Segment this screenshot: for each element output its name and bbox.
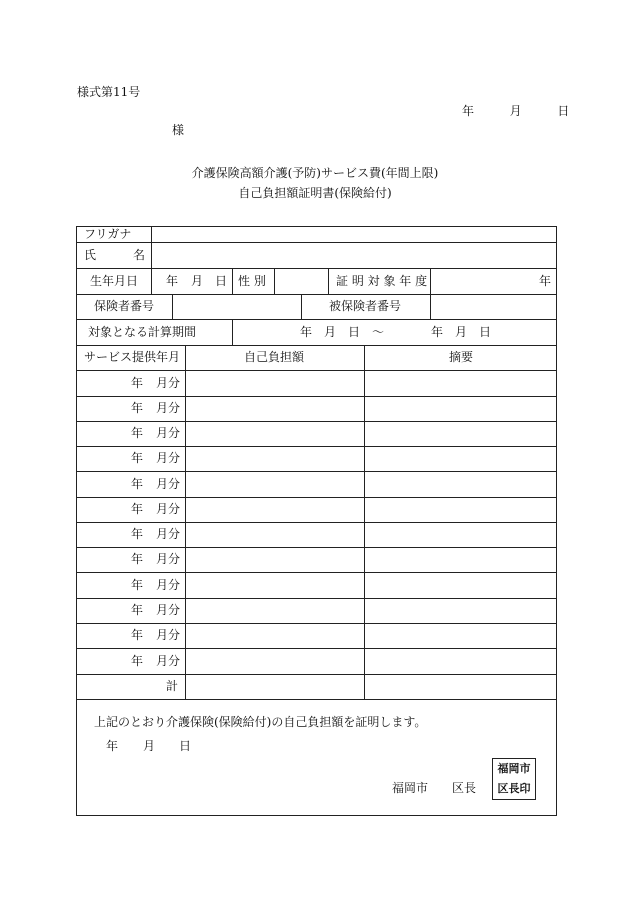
rule-v-gender2 xyxy=(328,268,329,294)
rule-row xyxy=(76,421,557,422)
rule-v-birth xyxy=(151,268,152,294)
issue-date xyxy=(462,105,569,117)
header-remarks: 摘要 xyxy=(449,350,474,364)
cert-date-day: 日 xyxy=(179,739,192,753)
period-to: 年 月 日 xyxy=(431,325,492,339)
row-month: 月分 xyxy=(156,552,181,566)
row-year: 年 xyxy=(131,628,144,642)
row-month: 月分 xyxy=(156,578,181,592)
city-name: 福岡市 xyxy=(392,781,429,795)
label-birth-month: 月 xyxy=(191,274,204,288)
rule-row xyxy=(76,497,557,498)
official-seal xyxy=(492,758,536,800)
issue-date-year: 年 xyxy=(462,104,475,118)
label-birth-year: 年 xyxy=(166,274,179,288)
rule-total xyxy=(76,699,557,700)
row-month: 月分 xyxy=(156,401,181,415)
rule-row xyxy=(76,396,557,397)
label-gender: 性 別 xyxy=(238,274,266,288)
seal-line2: 区長印 xyxy=(497,782,531,795)
rule-name xyxy=(76,268,557,269)
row-year: 年 xyxy=(131,578,144,592)
label-furigana: フリガナ xyxy=(84,227,132,241)
rule-v-insured xyxy=(301,294,302,319)
document-title-line1: 介護保険高額介護(予防)サービス費(年間上限) xyxy=(191,166,439,180)
label-target-fiscal-year: 証 明 対 象 年 度 xyxy=(336,274,428,288)
row-month: 月分 xyxy=(156,426,181,440)
rule-v-amount xyxy=(185,345,186,699)
rule-v-remarks xyxy=(364,345,365,699)
label-name-1: 氏 xyxy=(84,248,97,262)
rule-furigana xyxy=(76,242,557,243)
period-from: 年 月 日 ～ xyxy=(300,325,385,339)
rule-row xyxy=(76,623,557,624)
form-number: 様式第11号 xyxy=(77,85,141,99)
rule-header xyxy=(76,370,557,371)
rule-numbers xyxy=(76,319,557,320)
rule-row xyxy=(76,648,557,649)
rule-row xyxy=(76,547,557,548)
row-month: 月分 xyxy=(156,502,181,516)
row-year: 年 xyxy=(131,477,144,491)
row-month: 月分 xyxy=(156,628,181,642)
rule-row xyxy=(76,598,557,599)
rule-birth xyxy=(76,294,557,295)
row-year: 年 xyxy=(131,451,144,465)
document-title-line2: 自己負担額証明書(保険給付) xyxy=(238,186,392,200)
row-year: 年 xyxy=(131,426,144,440)
rule-row xyxy=(76,572,557,573)
row-month: 月分 xyxy=(156,477,181,491)
row-month: 月分 xyxy=(156,654,181,668)
label-calc-period: 対象となる計算期間 xyxy=(88,325,197,339)
cert-date-year: 年 xyxy=(106,739,119,753)
rule-v-period xyxy=(232,319,233,345)
label-birthdate: 生年月日 xyxy=(90,274,139,288)
addressee-suffix: 様 xyxy=(172,123,185,137)
ward-chief: 区長 xyxy=(452,781,477,795)
seal-line1: 福岡市 xyxy=(497,762,531,775)
rule-row xyxy=(76,674,557,675)
row-year: 年 xyxy=(131,527,144,541)
row-month: 月分 xyxy=(156,376,181,390)
issue-date-day: 日 xyxy=(557,104,570,118)
rule-v-birth2 xyxy=(232,268,233,294)
label-fiscal-year-suffix: 年 xyxy=(539,274,552,288)
row-year: 年 xyxy=(131,552,144,566)
label-total: 計 xyxy=(166,679,179,693)
rule-period xyxy=(76,345,557,346)
row-year: 年 xyxy=(131,502,144,516)
rule-v-insurer xyxy=(172,294,173,319)
rule-v-name xyxy=(151,226,152,268)
row-month: 月分 xyxy=(156,603,181,617)
row-month: 月分 xyxy=(156,527,181,541)
row-year: 年 xyxy=(131,654,144,668)
row-year: 年 xyxy=(131,603,144,617)
header-copay-amount: 自己負担額 xyxy=(244,350,305,364)
issue-date-month: 月 xyxy=(509,104,522,118)
rule-row xyxy=(76,522,557,523)
rule-v-year xyxy=(430,268,431,319)
row-month: 月分 xyxy=(156,451,181,465)
rule-v-gender xyxy=(274,268,275,294)
rule-row xyxy=(76,446,557,447)
label-birth-day: 日 xyxy=(215,274,228,288)
row-year: 年 xyxy=(131,401,144,415)
cert-date-month: 月 xyxy=(143,739,156,753)
header-service-month: サービス提供年月 xyxy=(84,350,181,364)
row-year: 年 xyxy=(131,376,144,390)
label-name-2: 名 xyxy=(133,248,146,262)
label-insured-number: 被保険者番号 xyxy=(329,299,402,313)
rule-row xyxy=(76,471,557,472)
certification-text: 上記のとおり介護保険(保険給付)の自己負担額を証明します。 xyxy=(94,715,427,729)
label-insurer-number: 保険者番号 xyxy=(94,299,155,313)
